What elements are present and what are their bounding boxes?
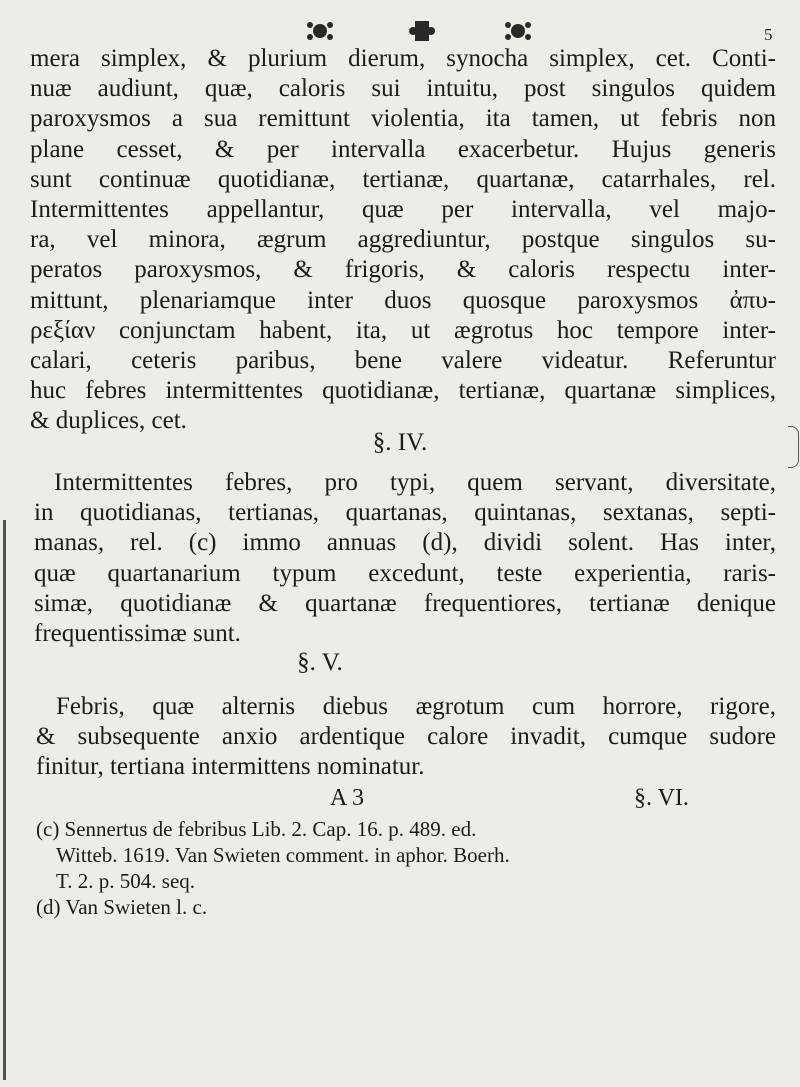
text-line: frequentissimæ sunt. <box>34 620 241 648</box>
text-line: quæ quartanarium typum excedunt, teste experientia, raris- <box>34 559 776 587</box>
footnote-line: (c) Sennertus de febribus Lib. 2. Cap. 16. p. 489. ed. <box>36 817 477 841</box>
text-line: & subsequente anxio ardentique calore invadit, cumque sudore <box>36 723 776 751</box>
ornament-right <box>505 22 531 40</box>
paragraph-section-4 <box>34 468 776 649</box>
text-line: calari, ceteris paribus, bene valere videatur. Referuntur <box>30 347 776 375</box>
footnote-line: (d) Van Swieten l. c. <box>36 895 208 919</box>
printer-ornaments <box>300 16 540 46</box>
footnote-line: Witteb. 1619. Van Swieten comment. in aphor. Boerh. <box>56 843 510 867</box>
text-line: huc febres intermittentes quotidianæ, tertianæ, quartanæ simplices, <box>30 377 776 405</box>
text-line: peratos paroxysmos, & frigoris, & caloris respectu inter- <box>30 256 776 284</box>
text-line: paroxysmos a sua remittunt violentia, ita tamen, ut febris non <box>30 105 776 133</box>
text-line: Febris, quæ alternis diebus ægrotum cum horrore, rigore, <box>56 693 776 720</box>
margin-bracket <box>788 426 799 468</box>
text-line: & duplices, cet. <box>30 407 187 435</box>
binding-shadow <box>3 520 6 1080</box>
page-number: 5 <box>764 25 773 44</box>
text-line: mera simplex, & plurium dierum, synocha simplex, cet. Conti- <box>30 45 776 72</box>
footnotes <box>36 816 776 920</box>
signature-mark: A 3 <box>330 785 365 811</box>
section-heading-5: §. V. <box>297 649 343 676</box>
text-line: manas, rel. (c) immo annuas (d), dividi solent. Has inter, <box>34 529 776 557</box>
ornament-center <box>409 21 435 41</box>
text-line: mittunt, plenariamque inter duos quosque paroxysmos ἀπυ- <box>30 286 776 314</box>
text-line: nuæ audiunt, quæ, caloris sui intuitu, post singulos quidem <box>30 75 776 103</box>
footnote-line: T. 2. p. 504. seq. <box>56 869 196 893</box>
text-line: plane cesset, & per intervalla exacerbetur. Hujus generis <box>30 135 776 163</box>
paragraph-section-5 <box>36 692 776 783</box>
paragraph-continuation <box>30 44 776 437</box>
catchword: §. VI. <box>634 785 689 811</box>
text-line: ρεξίαν conjunctam habent, ita, ut ægrotus hoc tempore inter- <box>30 316 776 344</box>
text-line: ra, vel minora, ægrum aggrediuntur, postque singulos su- <box>30 226 776 254</box>
text-line: finitur, tertiana intermittens nominatur. <box>36 753 425 781</box>
ornament-left <box>307 22 333 40</box>
text-line: in quotidianas, tertianas, quartanas, quintanas, sextanas, septi- <box>34 499 776 527</box>
section-heading-4: §. IV. <box>372 429 428 456</box>
text-line: simæ, quotidianæ & quartanæ frequentiores, tertianæ denique <box>34 589 776 617</box>
text-line: Intermittentes appellantur, quæ per intervalla, vel majo- <box>30 196 776 224</box>
text-line: Intermittentes febres, pro typi, quem servant, diversitate, <box>54 469 776 496</box>
text-line: sunt continuæ quotidianæ, tertianæ, quartanæ, catarrhales, rel. <box>30 165 776 193</box>
